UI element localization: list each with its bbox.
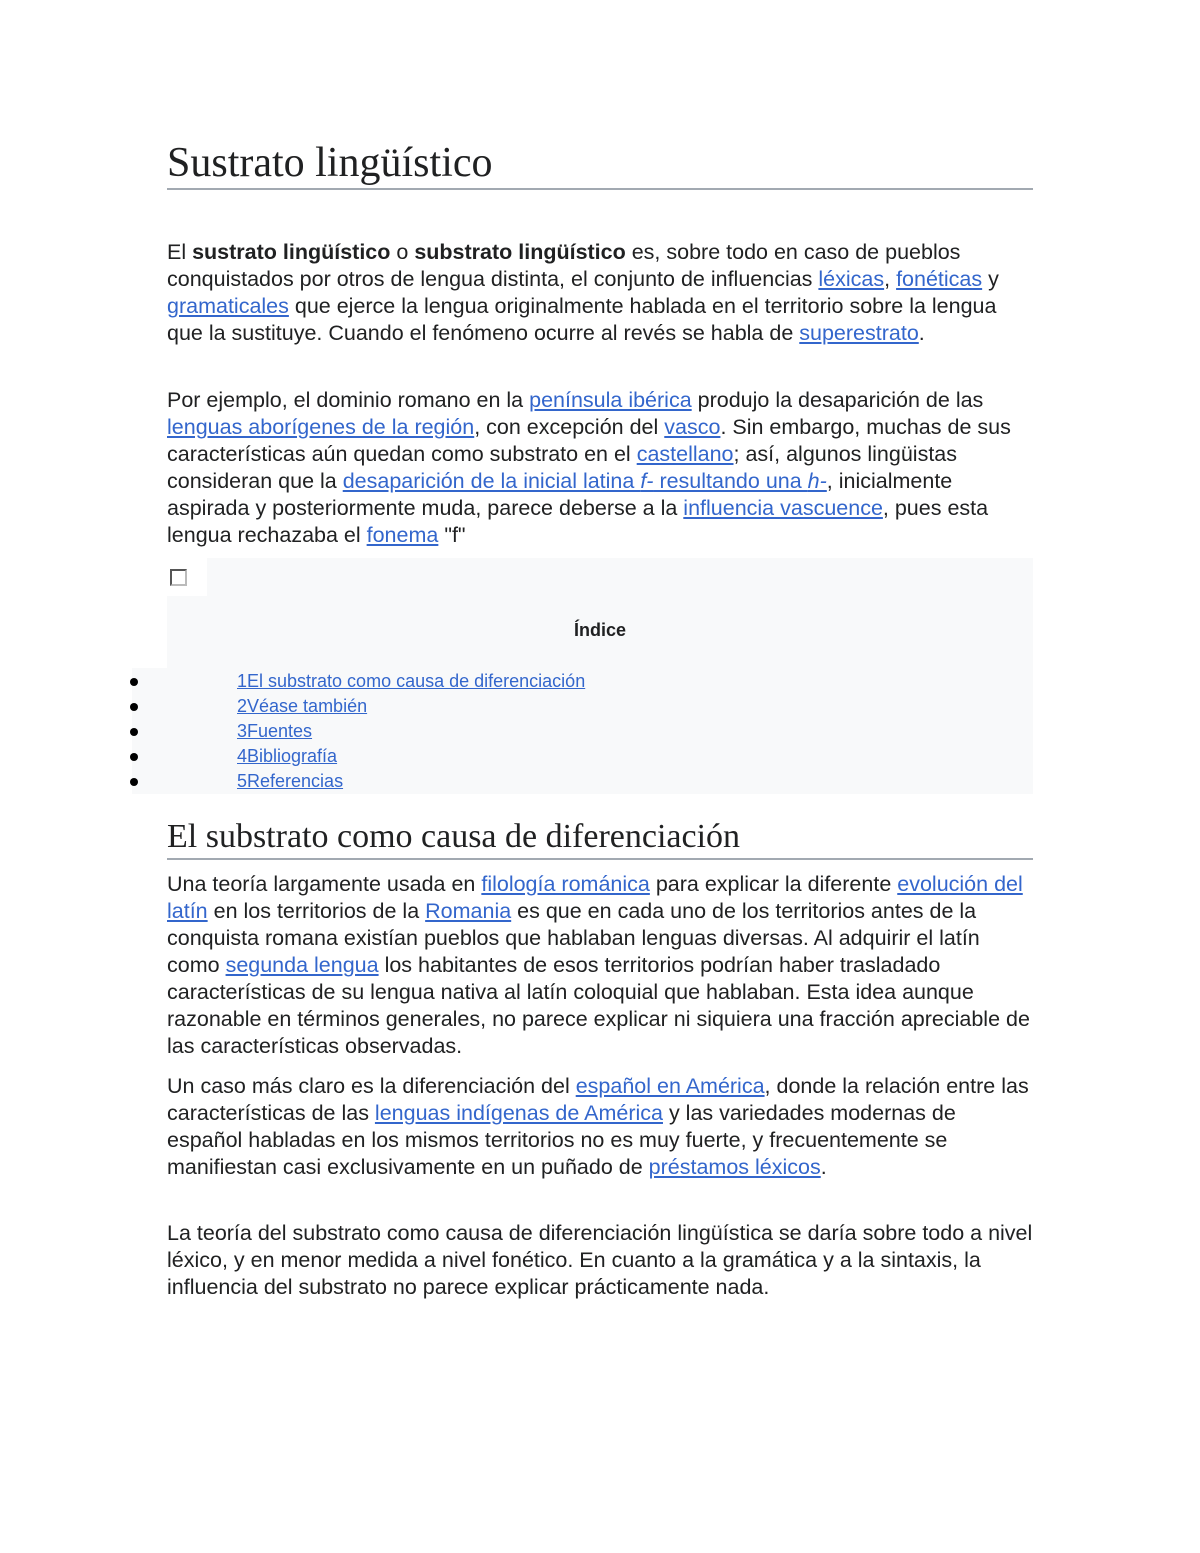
toc-link-1[interactable]: 1El substrato como causa de diferenciación	[237, 671, 586, 691]
link-lenguas-indigenas[interactable]: lenguas indígenas de América	[374, 1101, 663, 1125]
toc-link-2[interactable]: 2Véase también	[237, 696, 368, 716]
link-superestrato[interactable]: superestrato	[799, 321, 919, 345]
toc-link-3[interactable]: 3Fuentes	[237, 721, 313, 741]
toc-item	[167, 744, 1033, 769]
section-paragraph-2: Un caso más claro es la diferenciación del español en América, donde la relación entre las características de las lenguas indígenas de América y las variedades modernas de español habladas en los mismos territorios no es muy fuerte, y frecuentemente se manifiestan casi exclusivamente en un puñado de préstamos léxicos.	[167, 1074, 1029, 1179]
link-foneticas[interactable]: fonéticas	[896, 267, 983, 291]
section-paragraph-3: La teoría del substrato como causa de diferenciación lingüística se daría sobre todo a nivel léxico, y en menor medida a nivel fonético. En cuanto a la gramática y a la sintaxis, la influencia del substrato no parece explicar prácticamente nada.	[167, 1221, 1033, 1299]
link-espanol-america[interactable]: español en América	[575, 1074, 765, 1098]
checkbox-icon[interactable]	[170, 569, 187, 586]
link-prestamos-lexicos[interactable]: préstamos léxicos	[648, 1155, 821, 1179]
link-lenguas-aborigenes[interactable]: lenguas aborígenes de la región	[167, 415, 475, 439]
intro-paragraph-1: El sustrato lingüístico o substrato lingüístico es, sobre todo en caso de pueblos conquistados por otros de lengua distinta, el conjunto de influencias léxicas, fonéticas y gramaticales que ejerce la lengua originalmente hablada en el territorio sobre la lengua que la sustituye. Cuando el fenómeno ocurre al revés se habla de superestrato.	[167, 240, 999, 345]
link-segunda-lengua[interactable]: segunda lengua	[225, 953, 379, 977]
link-influencia-vascuence[interactable]: influencia vascuence	[683, 496, 883, 520]
link-romania[interactable]: Romania	[425, 899, 512, 923]
toc-item	[167, 719, 1033, 744]
link-filologia-romanica[interactable]: filología románica	[481, 872, 650, 896]
link-gramaticales[interactable]: gramaticales	[167, 294, 289, 318]
section-paragraph-1: Una teoría largamente usada en filología románica para explicar la diferente evolución del latín en los territorios de la Romania es que en cada uno de los territorios antes de la conquista romana existían pueblos que hablaban lenguas diversas. Al adquirir el latín como segunda lengua los habitantes de esos territorios podrían haber trasladado características de su lengua nativa al latín coloquial que hablaban. Esta idea aunque razonable en términos generales, no parece explicar ni siquiera una fracción apreciable de las características observadas.	[167, 872, 1030, 1058]
bullet-icon	[130, 753, 138, 761]
link-desaparicion-f[interactable]: desaparición de la inicial latina f- resultando una h-	[342, 469, 827, 493]
bullet-icon	[130, 678, 138, 686]
toc-link-4[interactable]: 4Bibliografía	[237, 746, 338, 766]
bullet-icon	[130, 703, 138, 711]
section-heading: El substrato como causa de diferenciación	[167, 816, 1033, 860]
bullet-icon	[130, 778, 138, 786]
toc-item	[167, 669, 1033, 694]
page-title: Sustrato lingüístico	[167, 138, 1033, 190]
toc-list	[167, 669, 1033, 794]
link-vasco[interactable]: vasco	[664, 415, 721, 439]
toc-item	[167, 769, 1033, 794]
bullet-icon	[130, 728, 138, 736]
toc-title: Índice	[573, 620, 626, 640]
toc-link-5[interactable]: 5Referencias	[237, 771, 344, 791]
toc-toggle[interactable]	[167, 558, 207, 596]
link-castellano[interactable]: castellano	[636, 442, 734, 466]
link-fonema[interactable]: fonema	[366, 523, 439, 547]
toc-item	[167, 694, 1033, 719]
link-peninsula-iberica[interactable]: península ibérica	[529, 388, 692, 412]
intro-paragraph-2: Por ejemplo, el dominio romano en la península ibérica produjo la desaparición de las lenguas aborígenes de la región, con excepción del vasco. Sin embargo, muchas de sus características aún quedan como substrato en el castellano; así, algunos lingüistas consideran que la desaparición de la inicial latina f- resultando una h-, inicialmente aspirada y posteriormente muda, parece deberse a la influencia vascuence, pues esta lengua rechazaba el fonema "f"	[167, 388, 1011, 547]
link-evolucion-latin[interactable]: evolución del latín	[167, 872, 1023, 923]
link-lexicas[interactable]: léxicas	[818, 267, 885, 291]
